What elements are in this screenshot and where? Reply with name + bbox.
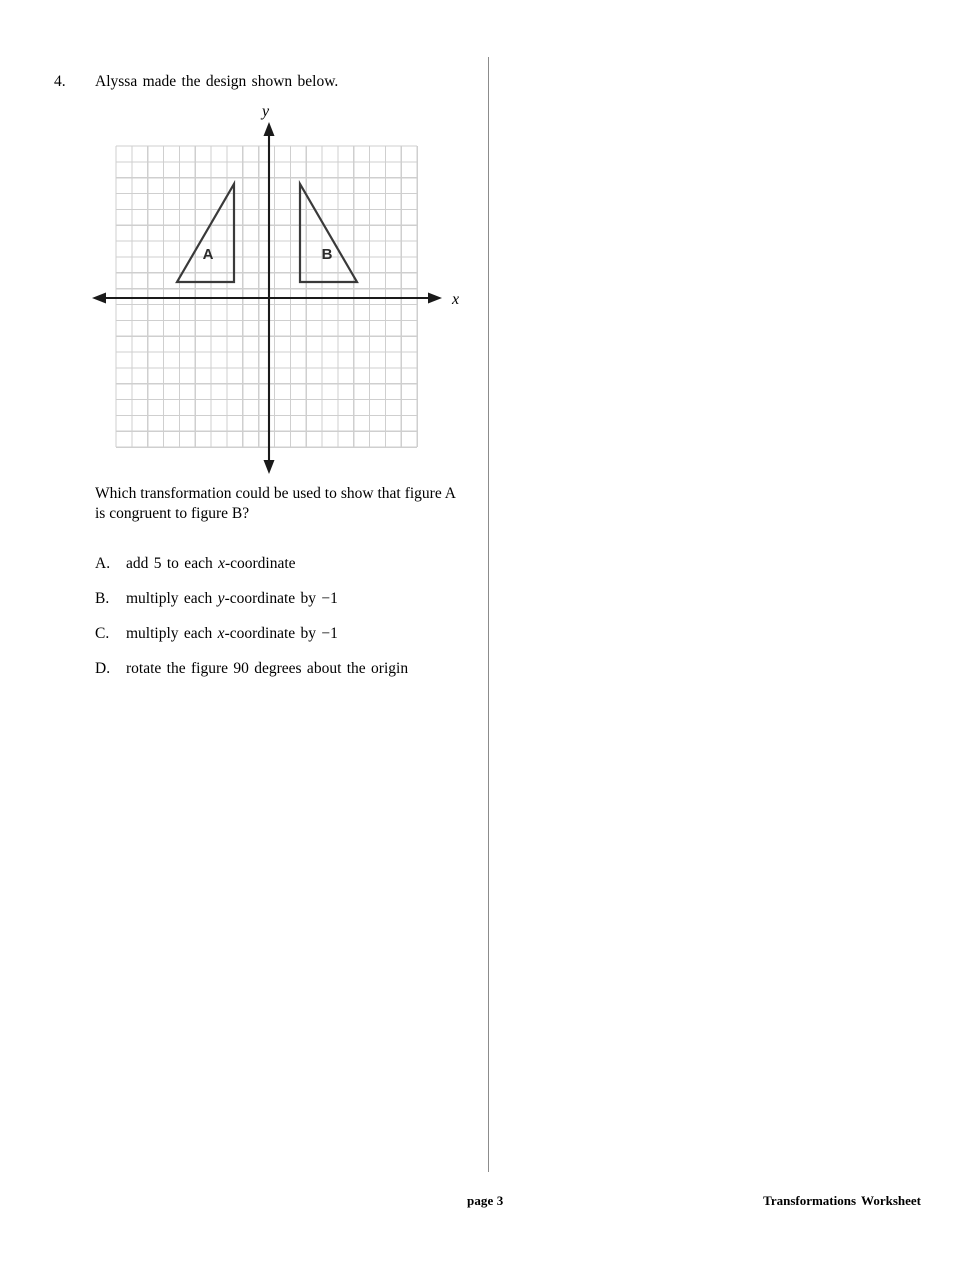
footer-worksheet-title: Transformations Worksheet xyxy=(763,1193,921,1208)
choice-b-variable: y xyxy=(217,590,225,607)
choice-text-d: rotate the figure 90 degrees about the origin xyxy=(126,660,409,677)
triangle-b-shape xyxy=(300,184,357,282)
answer-choice-c[interactable] xyxy=(95,624,475,659)
x-axis-label: x xyxy=(452,291,460,308)
y-axis-label: y xyxy=(262,103,270,120)
triangle-a-shape xyxy=(177,184,234,282)
answer-choice-b[interactable] xyxy=(95,589,475,624)
triangle-b-label: B xyxy=(321,246,333,263)
question-block xyxy=(0,0,489,1266)
choice-text-a: add 5 to each x-coordinate xyxy=(126,555,296,572)
choice-letter-b: B. xyxy=(95,590,110,607)
triangle-a-label: A xyxy=(202,246,214,263)
page-footer xyxy=(0,1193,979,1215)
choice-letter-c: C. xyxy=(95,625,110,642)
answer-choice-d[interactable] xyxy=(95,659,475,694)
choice-letter-a: A. xyxy=(95,555,111,572)
choice-a-variable: x xyxy=(218,555,225,572)
graph-gridlines xyxy=(116,146,417,447)
coordinate-graph-figure xyxy=(90,100,470,480)
answer-choice-a[interactable] xyxy=(95,554,475,589)
choice-text-b: multiply each y-coordinate by −1 xyxy=(126,590,338,607)
answer-choices-list xyxy=(95,554,475,694)
choice-letter-d: D. xyxy=(95,660,111,677)
question-number: 4. xyxy=(54,73,66,90)
choice-text-c: multiply each x-coordinate by −1 xyxy=(126,625,338,642)
choice-c-variable: x xyxy=(217,625,225,642)
question-stem: Alyssa made the design shown below. xyxy=(95,73,339,90)
footer-page-number: page 3 xyxy=(467,1193,504,1208)
question-prompt: Which transformation could be used to show that figure A is congruent to figure B? xyxy=(95,485,456,522)
